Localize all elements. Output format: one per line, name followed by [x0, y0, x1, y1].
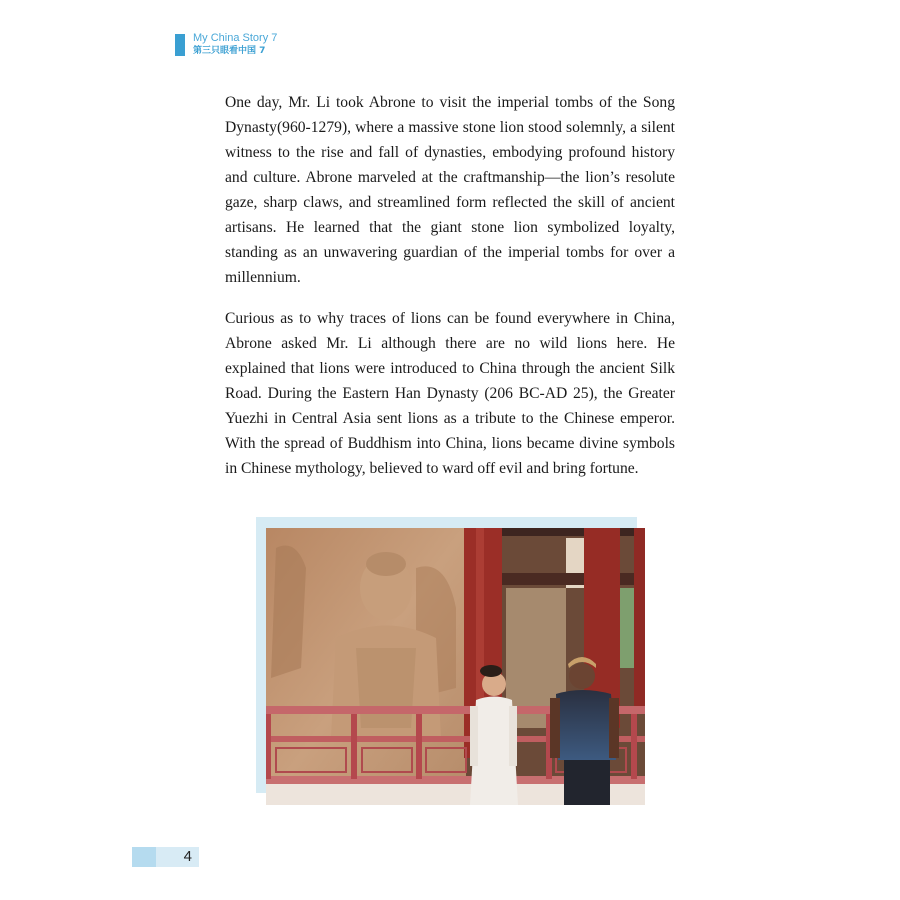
page-number-tab	[132, 847, 156, 867]
photo-buddha-grotto	[266, 528, 645, 805]
book-subtitle-chinese: 第三只眼看中国 7	[193, 46, 266, 56]
header-accent-bar	[175, 34, 185, 56]
page-number: 4	[183, 848, 192, 865]
paragraph-text: Curious as to why traces of lions can be found everywhere in China, Abrone asked Mr. Li although there are no wild lions here. He explained that lions were introduced to China through the ancient Silk Road. During the Eastern Han Dynasty (206 BC-AD 25), the Greater Yuezhi in Central Asia sent lions as a tribute to the Chinese emperor. With the spread of Buddhism into China, lions became divine symbols in Chinese mythology, believed to ward off evil and bring fortune.	[225, 310, 675, 477]
paragraph-1	[225, 90, 675, 290]
paragraph-2	[225, 306, 675, 481]
paragraph-text: One day, Mr. Li took Abrone to visit the imperial tombs of the Song Dynasty(960-1279), where a massive stone lion stood solemnly, a silent witness to the rise and fall of dynasties, embodying profound history and culture. Abrone marveled at the craftmanship—the lion’s resolute gaze, sharp claws, and streamlined form reflected the skill of ancient artisans. He learned that the giant stone lion symbolized loyalty, standing as an unwavering guardian of the imperial tombs for over a millennium.	[225, 94, 675, 286]
book-title: My China Story 7	[193, 32, 278, 44]
